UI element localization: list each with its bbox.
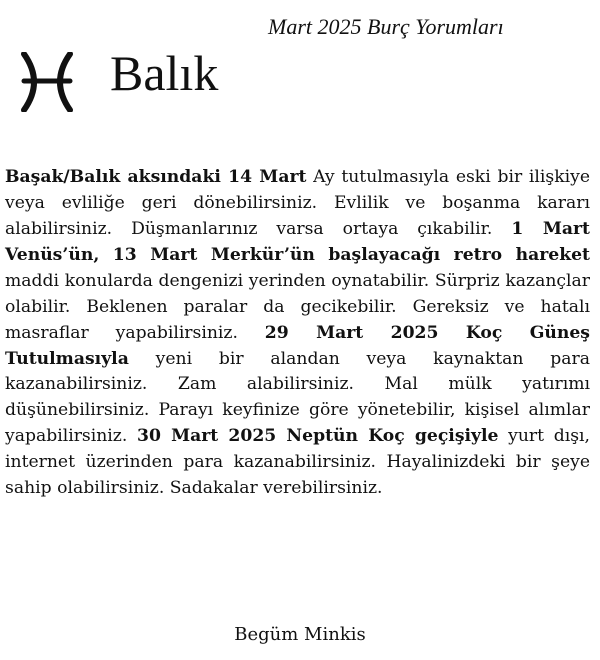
highlight-phrase: 30 Mart 2025 Neptün Koç geçişiyle bbox=[136, 426, 499, 447]
horoscope-text bbox=[5, 165, 590, 502]
highlight-phrase: Başak/Balık aksındaki 14 Mart bbox=[5, 167, 307, 188]
text-segment: maddi konularda dengenizi yerinden oynatabilir. Sürpriz kazançlar olabilir. Beklenen paralar da gecikebilir. Gereksiz ve hatalı masraflar yapabilirsiniz. bbox=[5, 270, 590, 343]
highlight-phrase: 1 Mart Venüs’ün, 13 Mart Merkür’ün başlayacağı retro hareket bbox=[5, 219, 590, 265]
text-segment: yeni bir alandan veya kaynaktan para kazanabilirsiniz. Zam alabilirsiniz. Mal mülk yatırımı düşünebilirsiniz. Parayı keyfinize göre yönetebilir, kişisel alımlar yapabilirsiniz. bbox=[5, 348, 590, 447]
sign-name: Balık bbox=[110, 45, 219, 101]
pisces-symbol-icon bbox=[14, 52, 80, 112]
author-signature: Begüm Minkis bbox=[234, 624, 366, 645]
text-segment: Ay tutulmasıyla eski bir ilişkiye veya evliliğe geri dönebilirsiniz. Evlilik ve boşanma kararı alabilirsiniz. Düşmanlarınız varsa ortaya çıkabilir. bbox=[5, 167, 590, 239]
page-header-title: Mart 2025 Burç Yorumları bbox=[268, 14, 504, 39]
text-segment: yurt dışı, internet üzerinden para kazanabilirsiniz. Hayalinizdeki bir şeye sahip olabilirsiniz. Sadakalar verebilirsiniz. bbox=[5, 426, 590, 499]
highlight-phrase: 29 Mart 2025 Koç Güneş Tutulmasıyla bbox=[5, 322, 590, 369]
